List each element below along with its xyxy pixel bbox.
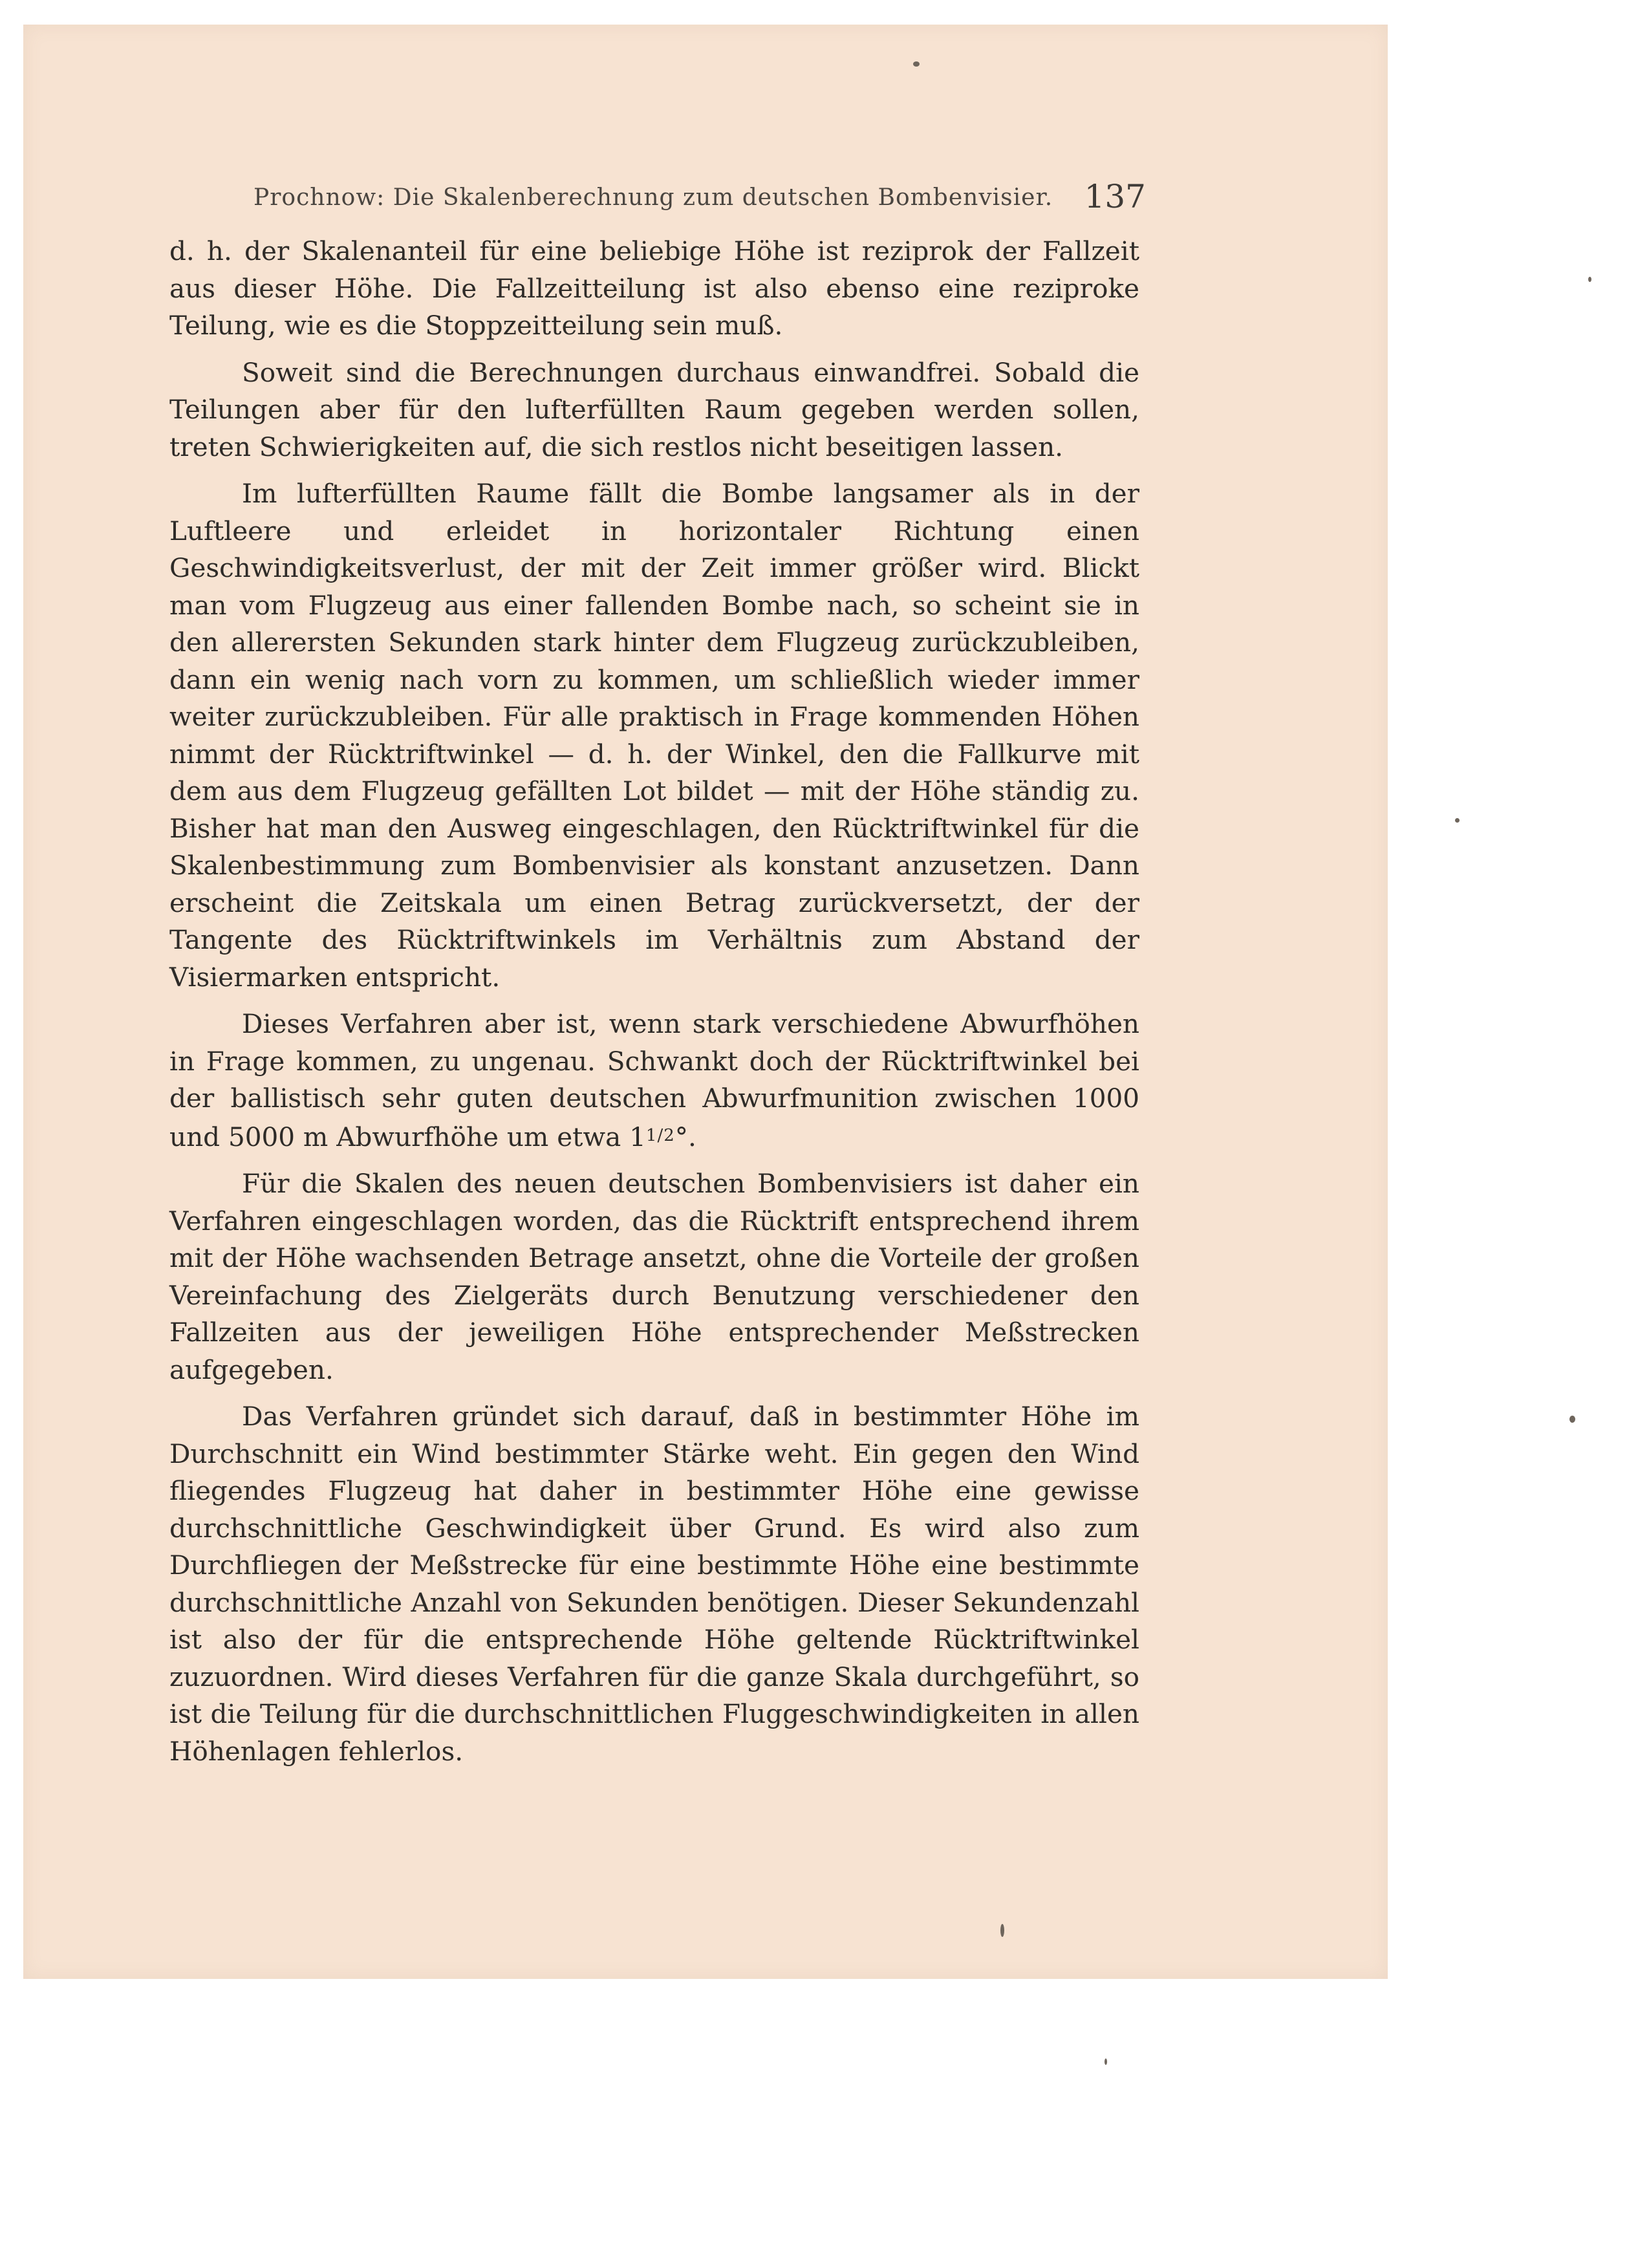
paragraph: Für die Skalen des neuen deutschen Bombenvisiers ist daher ein Verfahren eingeschlagen worden, das die Rücktrift entsprechend ihrem mit der Höhe wachsenden Betrage ansetzt, ohne die Vorteile der großen Vereinfachung des Zielgeräts durch Benutzung verschiedener den Fallzeiten aus der jeweiligen Höhe entsprechender Meßstrecken aufgegeben.	[169, 1168, 1139, 1385]
paragraph: Im lufterfüllten Raume fällt die Bombe langsamer als in der Luftleere und erleidet in horizontaler Richtung einen Geschwindigkeitsverlust, der mit der Zeit immer größer wird. Blickt man vom Flugzeug aus einer fallenden Bombe nach, so scheint sie in den allerersten Sekunden stark hinter dem Flugzeug zurückzubleiben, dann ein wenig nach vorn zu kommen, um schließlich wieder immer weiter zurückzubleiben. Für alle praktisch in Frage kommenden Höhen nimmt der Rücktriftwinkel — d. h. der Winkel, den die Fallkurve mit dem aus dem Flugzeug gefällten Lot bildet — mit der Höhe ständig zu. Bisher hat man den Ausweg eingeschlagen, den Rücktriftwinkel für die Skalenbestimmung zum Bombenvisier als konstant anzusetzen. Dann erscheint die Zeitskala um einen Betrag zurückversetzt, der der Tangente des Rücktriftwinkels im Verhältnis zum Abstand der Visiermarken entspricht.	[169, 478, 1139, 993]
ink-speck	[1105, 2058, 1107, 2065]
ink-speck	[1569, 1416, 1575, 1423]
ink-speck	[1455, 818, 1460, 823]
body-text	[169, 233, 1139, 1780]
ink-speck	[1588, 277, 1591, 282]
fraction: 1/2	[645, 1125, 675, 1145]
degree-sign: °.	[674, 1121, 696, 1152]
paragraph-text: Dieses Verfahren aber ist, wenn stark verschiedene Abwurfhöhen in Frage kommen, zu ungenau. Schwankt doch der Rücktriftwinkel bei der ballistisch sehr guten deutschen Abwurfmunition zwischen 1000 und 5000 m Abwurfhöhe um etwa 1	[169, 1008, 1139, 1152]
ink-speck	[1000, 1924, 1004, 1937]
ink-speck	[913, 61, 920, 67]
running-head	[253, 178, 1146, 223]
paragraph: Das Verfahren gründet sich darauf, daß in bestimmter Höhe im Durchschnitt ein Wind bestimmter Stärke weht. Ein gegen den Wind fliegendes Flugzeug hat daher in bestimmter Höhe eine gewisse durchschnittliche Geschwindigkeit über Grund. Es wird also zum Durchfliegen der Meßstrecke für eine bestimmte Höhe eine bestimmte durchschnittliche Anzahl von Sekunden benötigen. Dieser Sekundenzahl ist also der für die entsprechende Höhe geltende Rücktriftwinkel zuzuordnen. Wird dieses Verfahren für die ganze Skala durchgeführt, so ist die Teilung für die durchschnittlichen Fluggeschwindigkeiten in allen Höhenlagen fehlerlos.	[169, 1401, 1139, 1767]
page-number: 137	[1084, 178, 1146, 215]
running-title: Prochnow: Die Skalenberechnung zum deutschen Bombenvisier.	[253, 184, 1053, 211]
paragraph: Soweit sind die Berechnungen durchaus einwandfrei. Sobald die Teilungen aber für den lufterfüllten Raum gegeben werden sollen, treten Schwierigkeiten auf, die sich restlos nicht beseitigen lassen.	[169, 356, 1139, 462]
paragraph	[169, 1006, 1139, 1156]
paragraph: d. h. der Skalenanteil für eine beliebige Höhe ist reziprok der Fallzeit aus dieser Höhe. Die Fallzeitteilung ist also ebenso eine reziproke Teilung, wie es die Stoppzeitteilung sein muß.	[169, 235, 1139, 341]
